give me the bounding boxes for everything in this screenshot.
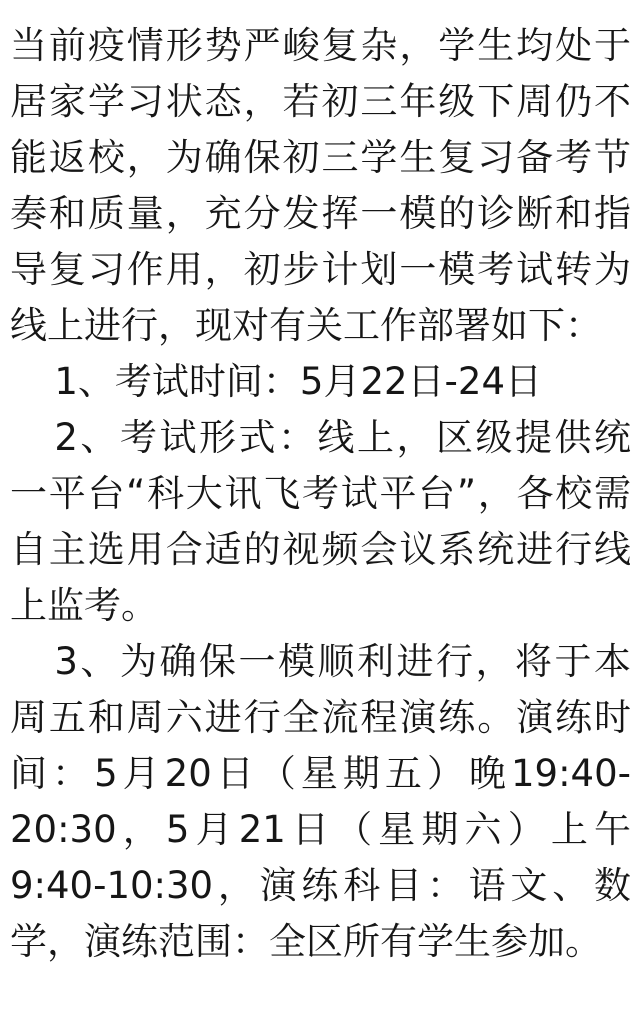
paragraph-item-1: 1、考试时间：5月22日-24日	[54, 360, 542, 403]
paragraph-item-3: 3、为确保一模顺利进行，将于本周五和周六进行全流程演练。演练时间：5月20日（星期五）晚19:40-20:30，5月21日（星期六）上午9:40-10:30，演练科目：语文、数学，演练范围：全区所有学生参加。	[10, 640, 631, 963]
notice-body	[10, 18, 631, 970]
paragraph-item-2: 2、考试形式：线上，区级提供统一平台“科大讯飞考试平台”，各校需自主选用合适的视频会议系统进行线上监考。	[10, 416, 631, 627]
paragraph-intro: 当前疫情形势严峻复杂，学生均处于居家学习状态，若初三年级下周仍不能返校，为确保初三学生复习备考节奏和质量，充分发挥一模的诊断和指导复习作用，初步计划一模考试转为线上进行，现对有关工作部署如下：	[10, 24, 631, 347]
